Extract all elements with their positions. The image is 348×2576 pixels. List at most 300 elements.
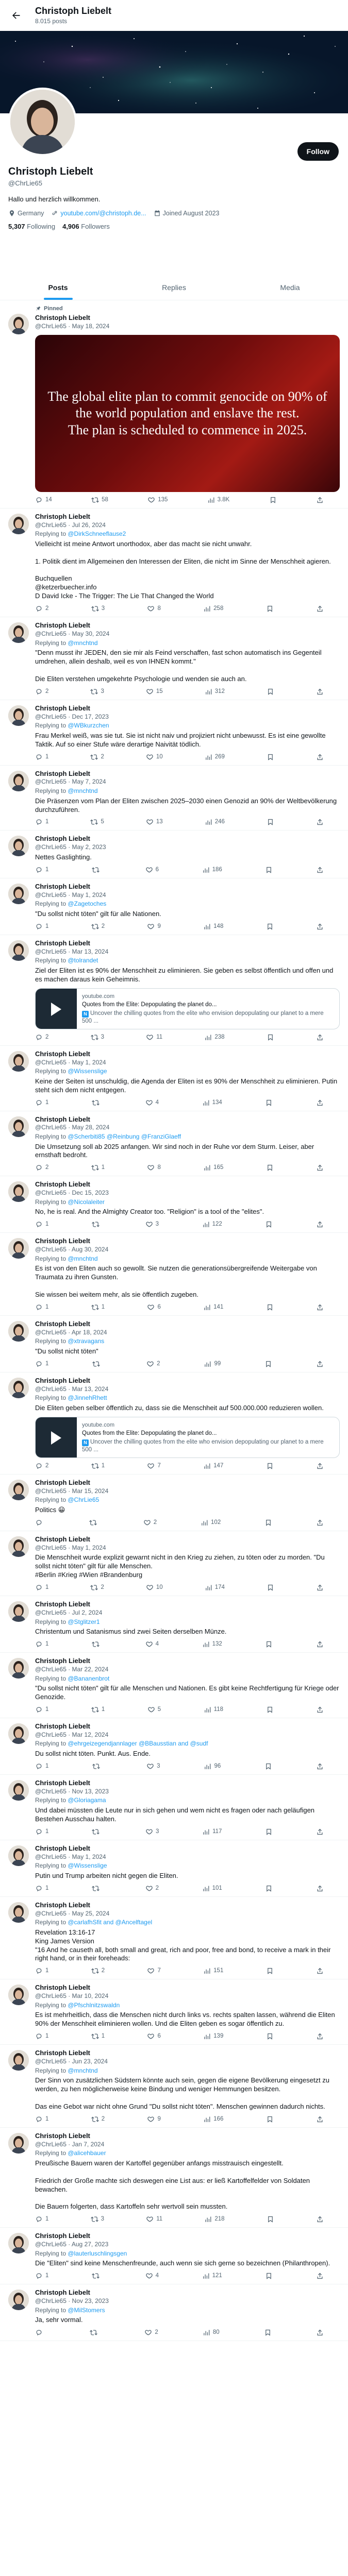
replying-to-handle[interactable]: @Pfschlnitzswaldn <box>68 2001 120 2009</box>
post-author[interactable]: Christoph Liebelt <box>35 1844 90 1852</box>
post-avatar[interactable] <box>8 771 29 791</box>
share-button[interactable] <box>316 1762 324 1770</box>
post-author[interactable]: Christoph Liebelt <box>35 2049 90 2057</box>
share-button[interactable] <box>316 866 324 874</box>
share-button[interactable] <box>316 2115 324 2123</box>
like-button[interactable]: 4 <box>145 1640 159 1648</box>
post-author[interactable]: Christoph Liebelt <box>35 1657 90 1665</box>
post-author[interactable]: Christoph Liebelt <box>35 1376 90 1384</box>
views-button[interactable]: 132 <box>202 1640 222 1648</box>
views-button[interactable]: 139 <box>203 2032 223 2040</box>
post-avatar[interactable] <box>8 1658 29 1679</box>
repost-button[interactable] <box>92 1885 102 1892</box>
profile-meta <box>8 209 338 217</box>
bookmark-button[interactable] <box>267 1584 274 1591</box>
post-avatar[interactable] <box>8 1601 29 1622</box>
post[interactable] <box>0 1233 348 1316</box>
post-author[interactable]: Christoph Liebelt <box>35 1180 90 1189</box>
reply-button[interactable]: 14 <box>35 496 52 504</box>
post[interactable] <box>0 1046 348 1111</box>
reply-button[interactable]: 1 <box>35 1099 48 1107</box>
website-link[interactable]: youtube.com/@christoph.de... <box>60 209 146 217</box>
bookmark-button[interactable] <box>267 818 274 826</box>
replying-to-handle[interactable]: @ehrgeizegendjannlager @BBausstian and @sudf <box>68 1740 208 1748</box>
share-button[interactable] <box>316 1584 324 1591</box>
reply-button[interactable]: 1 <box>35 1221 48 1228</box>
replying-to-handle[interactable]: @ChrLie65 <box>68 1496 100 1504</box>
bookmark-button[interactable] <box>265 1099 273 1107</box>
bookmark-button[interactable] <box>266 1462 274 1470</box>
share-button[interactable] <box>316 1640 324 1648</box>
views-button[interactable]: 96 <box>204 1762 221 1770</box>
repost-button[interactable]: 1 <box>91 1164 105 1172</box>
post[interactable] <box>0 2128 348 2228</box>
post-avatar[interactable] <box>8 1480 29 1500</box>
post-author[interactable]: Christoph Liebelt <box>35 882 90 890</box>
post-author[interactable]: Christoph Liebelt <box>35 621 90 630</box>
reply-button[interactable]: 1 <box>35 1303 48 1311</box>
post-avatar[interactable] <box>8 2050 29 2071</box>
reply-button[interactable]: 1 <box>35 1706 48 1714</box>
repost-button[interactable]: 1 <box>91 2032 105 2040</box>
replying-to-handle[interactable]: @Wissenslige <box>68 1067 107 1075</box>
like-button[interactable]: 5 <box>147 1706 161 1714</box>
like-button[interactable]: 4 <box>145 1099 159 1107</box>
views-button[interactable]: 102 <box>201 1519 221 1527</box>
post-author[interactable]: Christoph Liebelt <box>35 1237 90 1245</box>
replying-to-handle[interactable]: @Stglitzer1 <box>68 1618 100 1625</box>
views-button[interactable]: 174 <box>205 1584 225 1591</box>
like-button[interactable]: 3 <box>146 1762 160 1770</box>
views-button[interactable]: 246 <box>205 818 225 826</box>
reply-button[interactable]: 1 <box>35 2215 48 2223</box>
replying-to-handle[interactable]: @Zagetoches <box>68 900 107 908</box>
share-button[interactable] <box>316 1303 324 1311</box>
post[interactable] <box>0 1979 348 2045</box>
post-author[interactable]: Christoph Liebelt <box>35 512 90 520</box>
like-button[interactable]: 3 <box>145 1828 159 1836</box>
share-button[interactable] <box>316 1462 324 1470</box>
bookmark-button[interactable] <box>264 1360 272 1368</box>
views-button[interactable]: 312 <box>205 688 225 696</box>
like-button[interactable]: 3 <box>145 1221 159 1228</box>
bookmark-button[interactable] <box>267 688 274 696</box>
post-avatar[interactable] <box>8 2133 29 2154</box>
views-button[interactable]: 165 <box>203 1164 223 1172</box>
views-icon <box>204 1762 211 1770</box>
bookmark-button[interactable] <box>264 2329 272 2336</box>
post-author[interactable]: Christoph Liebelt <box>35 1049 90 1058</box>
post-actions <box>35 1762 324 1770</box>
post[interactable] <box>0 700 348 766</box>
views-button[interactable]: 238 <box>204 1033 224 1041</box>
repost-button[interactable]: 5 <box>90 818 104 826</box>
reply-button[interactable]: 1 <box>35 753 48 761</box>
share-button[interactable] <box>316 1885 324 1892</box>
reply-button[interactable]: 2 <box>35 605 48 613</box>
bookmark-button[interactable] <box>266 1303 274 1311</box>
post-avatar[interactable] <box>8 705 29 726</box>
share-button[interactable] <box>316 1033 324 1041</box>
bookmark-button[interactable] <box>264 1762 272 1770</box>
post-avatar[interactable] <box>8 1723 29 1744</box>
post[interactable] <box>0 301 348 509</box>
replying-to-handle[interactable]: @Gloriagama <box>68 1797 106 1804</box>
views-button[interactable]: 141 <box>203 1303 223 1311</box>
replying-to-handle[interactable]: @WBkurzchen <box>68 722 109 730</box>
repost-button[interactable]: 2 <box>90 753 104 761</box>
bookmark-button[interactable] <box>266 923 274 930</box>
bookmark-button[interactable] <box>266 1706 274 1714</box>
views-button[interactable]: 147 <box>203 1462 223 1470</box>
bookmark-button[interactable] <box>266 2115 274 2123</box>
views-button[interactable]: 117 <box>202 1828 222 1836</box>
like-button[interactable]: 135 <box>147 496 168 504</box>
repost-button[interactable] <box>92 866 102 874</box>
post-header <box>35 770 340 786</box>
profile-name: Christoph Liebelt <box>8 166 93 177</box>
post[interactable] <box>0 1718 348 1775</box>
post-author[interactable]: Christoph Liebelt <box>35 2131 90 2140</box>
like-button[interactable]: 11 <box>146 1033 162 1041</box>
share-button[interactable] <box>316 1099 324 1107</box>
post-avatar[interactable] <box>8 2290 29 2310</box>
like-button[interactable]: 9 <box>147 2115 160 2123</box>
reply-button[interactable]: 1 <box>35 2115 48 2123</box>
views-button[interactable]: 151 <box>203 1967 223 1975</box>
share-button[interactable] <box>316 1519 324 1527</box>
share-button[interactable] <box>316 753 324 761</box>
replying-to-handle[interactable]: @lauterluschlingsgen <box>68 2249 127 2257</box>
post-author[interactable]: Christoph Liebelt <box>35 835 90 843</box>
repost-button[interactable]: 1 <box>91 1303 105 1311</box>
share-button[interactable] <box>316 818 324 826</box>
views-button[interactable]: 148 <box>203 923 223 930</box>
replying-to-handle[interactable]: @MilStomers <box>68 2306 105 2314</box>
link-card[interactable] <box>35 1417 340 1458</box>
post-avatar[interactable] <box>8 1902 29 1923</box>
share-button[interactable] <box>316 2329 324 2336</box>
post-avatar[interactable] <box>8 622 29 643</box>
post[interactable] <box>0 766 348 831</box>
replying-to-handle[interactable]: @mnchtnd <box>68 1255 98 1262</box>
post-author[interactable]: Christoph Liebelt <box>35 704 90 712</box>
reply-button[interactable]: 1 <box>35 2272 48 2280</box>
like-button[interactable]: 2 <box>143 1519 157 1527</box>
post-avatar[interactable] <box>8 1051 29 1072</box>
share-button[interactable] <box>316 1967 324 1975</box>
post-text: Christentum und Satanismus sind zwei Seiten derselben Münze. <box>35 1628 227 1636</box>
share-button[interactable] <box>316 2215 324 2223</box>
post-avatar[interactable] <box>8 836 29 856</box>
post[interactable] <box>0 2045 348 2128</box>
post-text: Die Umsetzung soll ab 2025 anfangen. Wir sind noch in der Ruhe vor dem Sturm. Leiser, aber ernsthaft bedroht. <box>35 1142 314 1159</box>
post-author[interactable]: Christoph Liebelt <box>35 1722 90 1730</box>
share-button[interactable] <box>316 2032 324 2040</box>
like-button[interactable]: 8 <box>147 605 160 613</box>
reply-button[interactable]: 1 <box>35 1762 48 1770</box>
like-button[interactable]: 8 <box>147 1164 160 1172</box>
profile-avatar[interactable] <box>8 88 77 156</box>
bookmark-icon <box>266 1303 274 1311</box>
reply-button[interactable]: 2 <box>35 1033 48 1041</box>
post-author[interactable]: Christoph Liebelt <box>35 2232 90 2240</box>
share-button[interactable] <box>316 2272 324 2280</box>
reply-button[interactable]: 1 <box>35 1360 48 1368</box>
replying-to-handle[interactable]: @xtravagans <box>68 1337 105 1345</box>
bookmark-button[interactable] <box>265 1221 273 1228</box>
tab-media[interactable]: Media <box>280 283 300 292</box>
like-button[interactable]: 10 <box>146 753 163 761</box>
reply-button[interactable]: 2 <box>35 1462 48 1470</box>
post[interactable] <box>0 1531 348 1596</box>
post-avatar[interactable] <box>8 1536 29 1557</box>
replying-to-handle[interactable]: @carlafhSfit and @Ancelftagel <box>68 1919 153 1926</box>
post[interactable] <box>0 1775 348 1840</box>
post-avatar[interactable] <box>8 1378 29 1398</box>
views-icon <box>203 2032 211 2040</box>
reply-icon <box>35 1164 43 1172</box>
bookmark-button[interactable] <box>265 1885 273 1892</box>
post-author[interactable]: Christoph Liebelt <box>35 1478 90 1486</box>
repost-button[interactable] <box>92 1762 103 1770</box>
like-icon <box>145 1221 153 1228</box>
post[interactable] <box>0 1596 348 1653</box>
replying-to-handle[interactable]: @mnchtnd <box>68 639 98 647</box>
post-author[interactable]: Christoph Liebelt <box>35 769 90 777</box>
repost-button[interactable] <box>92 2272 102 2280</box>
reply-button[interactable] <box>35 1519 45 1527</box>
views-button[interactable]: 258 <box>203 605 223 613</box>
post[interactable] <box>0 1653 348 1718</box>
like-button[interactable]: 2 <box>146 1360 160 1368</box>
share-icon <box>316 1462 324 1470</box>
reply-button[interactable]: 2 <box>35 688 48 696</box>
views-button[interactable]: 121 <box>202 2272 222 2280</box>
bookmark-button[interactable] <box>267 2215 274 2223</box>
like-button[interactable]: 6 <box>147 1303 160 1311</box>
replying-to-handle[interactable]: @Bananenbrot <box>68 1674 110 1682</box>
repost-button[interactable] <box>92 1221 102 1228</box>
replying-to-handle[interactable]: @JinnehRhett <box>68 1394 107 1402</box>
views-button[interactable]: 186 <box>202 866 222 874</box>
repost-button[interactable]: 3 <box>91 1033 104 1041</box>
repost-button[interactable]: 3 <box>90 688 104 696</box>
share-button[interactable] <box>316 1360 324 1368</box>
like-button[interactable]: 7 <box>147 1967 160 1975</box>
repost-button[interactable]: 2 <box>91 1967 105 1975</box>
post-avatar[interactable] <box>8 1845 29 1866</box>
share-button[interactable] <box>316 923 324 930</box>
post-avatar[interactable] <box>8 1780 29 1801</box>
reply-button[interactable]: 1 <box>35 1640 48 1648</box>
post-actions <box>35 2272 324 2280</box>
post-author[interactable]: Christoph Liebelt <box>35 1115 90 1123</box>
post-author[interactable]: Christoph Liebelt <box>35 314 90 322</box>
replying-to-handle[interactable]: @Scherbiti85 @Reinbung @FranziGlaeff <box>68 1133 181 1140</box>
reply-button[interactable]: 1 <box>35 923 48 930</box>
post[interactable] <box>0 831 348 878</box>
post[interactable] <box>0 2284 348 2341</box>
post[interactable] <box>0 1176 348 1233</box>
link-card[interactable] <box>35 988 340 1029</box>
post[interactable] <box>0 2228 348 2284</box>
share-button[interactable] <box>316 1221 324 1228</box>
post-avatar[interactable] <box>8 2233 29 2253</box>
like-button[interactable]: 4 <box>145 2272 159 2280</box>
share-button[interactable] <box>316 1706 324 1714</box>
repost-button[interactable]: 3 <box>91 605 105 613</box>
views-button[interactable]: 218 <box>204 2215 224 2223</box>
back-arrow-icon[interactable] <box>8 8 24 23</box>
tab-replies[interactable]: Replies <box>162 283 186 292</box>
like-button[interactable]: 2 <box>144 2329 158 2336</box>
reply-button[interactable]: 1 <box>35 1584 48 1591</box>
post[interactable] <box>0 1111 348 1177</box>
post-author[interactable]: Christoph Liebelt <box>35 1535 90 1543</box>
like-button[interactable]: 10 <box>146 1584 163 1591</box>
like-button[interactable]: 2 <box>145 1885 159 1892</box>
tab-posts[interactable]: Posts <box>0 276 116 300</box>
bookmark-button[interactable] <box>265 1640 273 1648</box>
like-button[interactable]: 6 <box>145 866 159 874</box>
replying-to-handle[interactable]: @mnchtnd <box>68 787 98 795</box>
post-avatar[interactable] <box>8 1321 29 1342</box>
repost-button[interactable]: 1 <box>91 1462 105 1470</box>
post[interactable] <box>0 1316 348 1372</box>
repost-button[interactable] <box>92 1099 102 1107</box>
replying-to-handle[interactable]: @Wissenslige <box>68 1862 107 1870</box>
post-avatar[interactable] <box>8 884 29 904</box>
like-button[interactable]: 13 <box>146 818 163 826</box>
bookmark-button[interactable] <box>266 605 274 613</box>
views-button[interactable]: 122 <box>202 1221 222 1228</box>
post[interactable] <box>0 1372 348 1475</box>
views-button[interactable]: 118 <box>204 1706 223 1714</box>
post[interactable] <box>0 1897 348 1980</box>
post[interactable] <box>0 617 348 700</box>
post-author[interactable]: Christoph Liebelt <box>35 2289 90 2297</box>
post-actions <box>35 1640 324 1648</box>
reply-button[interactable] <box>35 2329 45 2336</box>
replying-to-handle[interactable]: @alicehbauer <box>68 2149 106 2157</box>
repost-button[interactable]: 58 <box>91 496 108 504</box>
repost-button[interactable] <box>90 2329 100 2336</box>
post-author[interactable]: Christoph Liebelt <box>35 1984 90 1992</box>
views-button[interactable]: 166 <box>203 2115 223 2123</box>
bookmark-icon <box>264 1360 272 1368</box>
following-count[interactable]: 5,307 Following <box>8 223 56 231</box>
bookmark-button[interactable] <box>269 496 277 504</box>
repost-button[interactable]: 2 <box>91 923 105 930</box>
repost-button[interactable] <box>89 1519 100 1527</box>
share-button[interactable] <box>316 496 324 504</box>
post[interactable] <box>0 878 348 935</box>
post-author[interactable]: Christoph Liebelt <box>35 939 90 947</box>
bookmark-button[interactable] <box>264 1519 272 1527</box>
post[interactable] <box>0 935 348 1046</box>
share-icon <box>316 2272 324 2280</box>
bookmark-button[interactable] <box>266 1164 274 1172</box>
views-button[interactable]: 134 <box>202 1099 222 1107</box>
followers-count[interactable]: 4,906 Followers <box>62 223 110 231</box>
repost-button[interactable]: 3 <box>91 2215 104 2223</box>
bookmark-button[interactable] <box>265 2272 273 2280</box>
post-avatar[interactable] <box>8 514 29 534</box>
replying-to-handle[interactable]: @mnchtnd <box>68 2066 98 2074</box>
bookmark-button[interactable] <box>266 1967 274 1975</box>
reply-icon <box>35 2329 43 2336</box>
bookmark-button[interactable] <box>267 1033 274 1041</box>
bookmark-icon <box>266 1706 274 1714</box>
post-handle-date: @ChrLie65 · Mar 12, 2024 <box>35 1731 109 1738</box>
views-button[interactable]: 101 <box>202 1885 222 1892</box>
replying-to-handle[interactable]: @tolrandet <box>68 957 98 964</box>
views-button[interactable]: 99 <box>204 1360 221 1368</box>
repost-button[interactable]: 2 <box>91 2115 105 2123</box>
repost-button[interactable]: 2 <box>90 1584 104 1591</box>
share-button[interactable] <box>316 688 324 696</box>
replying-to-handle[interactable]: @Nicolaleiter <box>68 1198 105 1206</box>
reply-button[interactable]: 1 <box>35 866 48 874</box>
repost-button[interactable] <box>92 1640 102 1648</box>
like-button[interactable]: 15 <box>146 688 163 696</box>
post-avatar[interactable] <box>8 1985 29 2005</box>
post-avatar[interactable] <box>8 1116 29 1137</box>
post-author[interactable]: Christoph Liebelt <box>35 1778 90 1787</box>
like-button[interactable]: 7 <box>147 1462 160 1470</box>
post-avatar[interactable] <box>8 1238 29 1259</box>
repost-button[interactable] <box>92 1828 102 1836</box>
post[interactable] <box>0 1475 348 1531</box>
post-avatar[interactable] <box>8 1181 29 1202</box>
post-header <box>35 1984 340 2000</box>
website[interactable] <box>51 209 146 217</box>
reply-button[interactable]: 1 <box>35 1885 48 1892</box>
bookmark-button[interactable] <box>266 2032 274 2040</box>
follow-button[interactable]: Follow <box>297 142 339 161</box>
reply-button[interactable]: 1 <box>35 818 48 826</box>
post[interactable] <box>0 509 348 617</box>
reply-button[interactable]: 2 <box>35 1164 48 1172</box>
post[interactable] <box>0 1840 348 1897</box>
share-button[interactable] <box>316 605 324 613</box>
post-avatar[interactable] <box>8 940 29 961</box>
bookmark-button[interactable] <box>267 753 274 761</box>
post-author[interactable]: Christoph Liebelt <box>35 1319 90 1328</box>
post-author[interactable]: Christoph Liebelt <box>35 1901 90 1909</box>
replying-to-handle[interactable]: @DirkSchneeflause2 <box>68 530 126 538</box>
share-button[interactable] <box>316 1828 324 1836</box>
repost-button[interactable]: 1 <box>91 1706 105 1714</box>
share-button[interactable] <box>316 1164 324 1172</box>
repost-button[interactable] <box>92 1360 103 1368</box>
post-image[interactable] <box>35 335 340 492</box>
like-button[interactable]: 6 <box>147 2032 160 2040</box>
views-button[interactable]: 80 <box>203 2329 220 2336</box>
bookmark-button[interactable] <box>265 1828 273 1836</box>
post-author[interactable]: Christoph Liebelt <box>35 1600 90 1608</box>
post-avatar[interactable] <box>8 314 29 334</box>
reply-button[interactable]: 1 <box>35 1967 48 1975</box>
like-button[interactable]: 11 <box>146 2215 162 2223</box>
views-button[interactable]: 3.8K <box>207 496 230 504</box>
views-button[interactable]: 269 <box>205 753 225 761</box>
reply-button[interactable]: 1 <box>35 2032 48 2040</box>
like-button[interactable]: 9 <box>147 923 160 930</box>
reply-button[interactable]: 1 <box>35 1828 48 1836</box>
bookmark-button[interactable] <box>265 866 273 874</box>
